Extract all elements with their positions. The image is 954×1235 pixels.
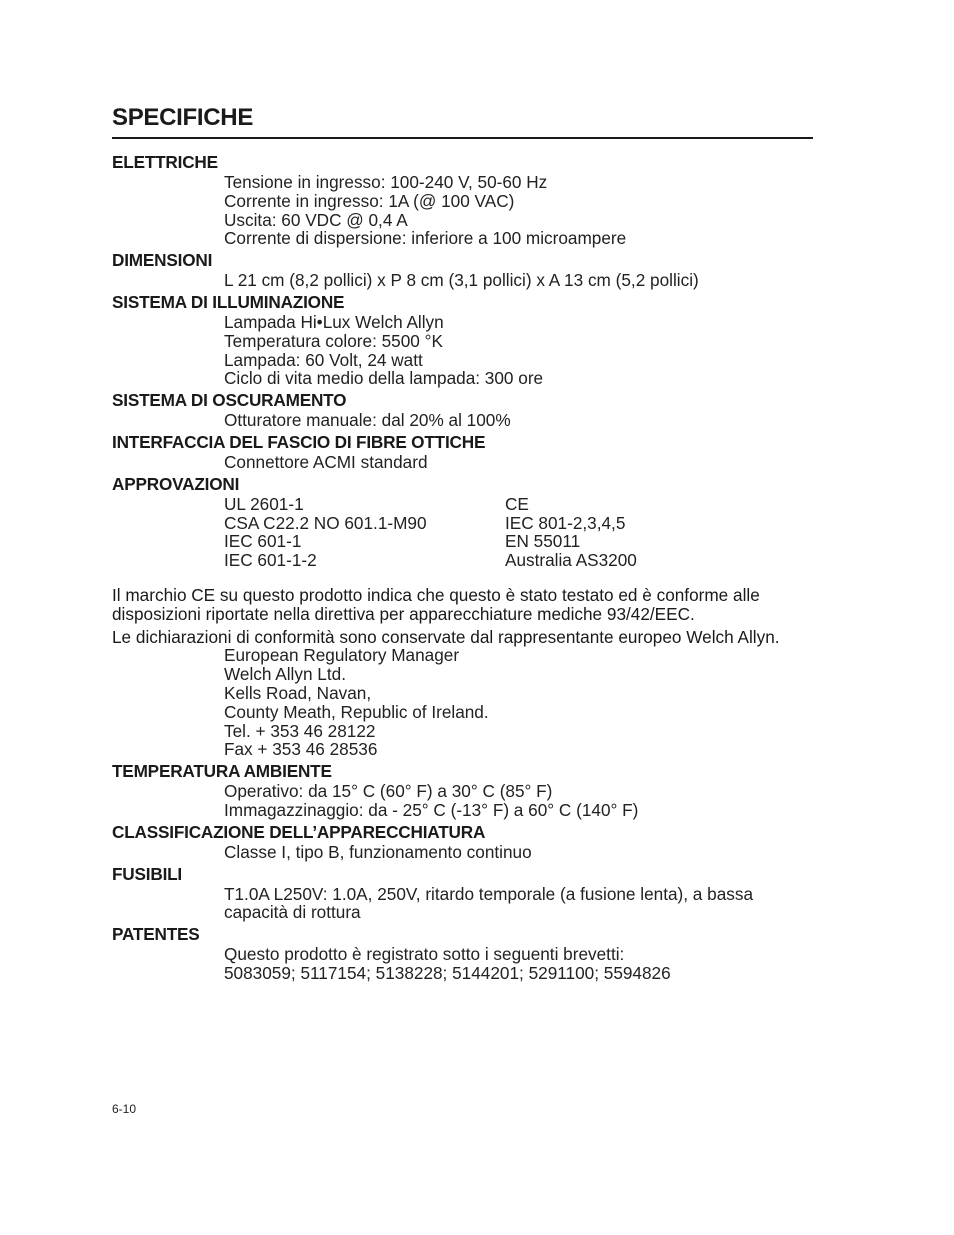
spec-line: Tensione in ingresso: 100-240 V, 50-60 Hz (224, 172, 548, 192)
approval-item: IEC 601-1 (224, 531, 302, 552)
approval-item: UL 2601-1 (224, 493, 304, 514)
title-divider (112, 137, 813, 139)
spec-line: Otturatore manuale: dal 20% al 100% (224, 410, 511, 431)
section-illuminazione (112, 292, 817, 388)
section-heading: TEMPERATURA AMBIENTE (112, 761, 332, 782)
spec-line: L 21 cm (8,2 pollici) x P 8 cm (3,1 pollici) x A 13 cm (5,2 pollici) (224, 270, 699, 291)
section-patentes (112, 924, 817, 983)
spec-line: Ciclo di vita medio della lampada: 300 ore (224, 368, 544, 389)
approvals-columns (112, 495, 817, 570)
spec-line: Uscita: 60 VDC @ 0,4 A (224, 209, 408, 230)
section-elettriche (112, 152, 817, 248)
section-heading: SISTEMA DI OSCURAMENTO (112, 390, 347, 411)
spec-line: Classe I, tipo B, funzionamento continuo (224, 841, 532, 862)
page-title: SPECIFICHE (112, 104, 254, 131)
conformity-paragraph: Le dichiarazioni di conformità sono conservate dal rappresentante europeo Welch Allyn. (112, 626, 780, 647)
section-heading: APPROVAZIONI (112, 473, 240, 494)
address-line: European Regulatory Manager (224, 645, 460, 666)
spec-line: Temperatura colore: 5500 °K (224, 330, 443, 351)
section-classificazione (112, 822, 817, 862)
section-approvazioni (112, 474, 817, 759)
section-heading: SISTEMA DI ILLUMINAZIONE (112, 291, 345, 312)
specifications-content (112, 152, 817, 985)
section-fusibili (112, 864, 817, 923)
section-heading: INTERFACCIA DEL FASCIO DI FIBRE OTTICHE (112, 431, 486, 452)
approvals-left-column (224, 495, 505, 570)
ce-mark-paragraph: Il marchio CE su questo prodotto indica che questo è stato testato ed è conforme alle disposizioni riportate nella direttiva per apparecchiature mediche 93/42/EEC. (112, 584, 760, 624)
section-heading: PATENTES (112, 924, 200, 945)
section-body (112, 411, 817, 430)
spec-line: Corrente di dispersione: inferiore a 100 microampere (224, 228, 627, 249)
section-heading: DIMENSIONI (112, 250, 213, 271)
spec-line: Lampada: 60 Volt, 24 watt (224, 349, 423, 370)
spec-line: Corrente in ingresso: 1A (@ 100 VAC) (224, 190, 515, 211)
address-line: Kells Road, Navan, (224, 682, 372, 703)
spec-line: Operativo: da 15° C (60° F) a 30° C (85° F) (224, 781, 553, 802)
section-body (112, 945, 817, 983)
spec-line: Questo prodotto è registrato sotto i seguenti brevetti: (224, 944, 625, 965)
section-interfaccia (112, 432, 817, 472)
section-body (112, 782, 817, 820)
section-dimensioni (112, 250, 817, 290)
section-body (112, 173, 817, 248)
address-block (112, 646, 817, 759)
spec-line: Lampada Hi•Lux Welch Allyn (224, 311, 444, 332)
address-line: Tel. + 353 46 28122 (224, 720, 376, 741)
spec-line: 5083059; 5117154; 5138228; 5144201; 5291100; 5594826 (224, 962, 671, 983)
approval-item: IEC 801-2,3,4,5 (505, 512, 626, 533)
approval-item: EN 55011 (505, 531, 581, 552)
approvals-right-column (505, 495, 805, 570)
section-heading: FUSIBILI (112, 863, 183, 884)
section-body (112, 271, 817, 290)
address-line: County Meath, Republic of Ireland. (224, 701, 489, 722)
section-oscuramento (112, 390, 817, 430)
approval-item: IEC 601-1-2 (224, 550, 317, 571)
section-heading: CLASSIFICAZIONE DELL’APPARECCHIATURA (112, 821, 486, 842)
spec-line: Connettore ACMI standard (224, 451, 428, 472)
fuse-text: T1.0A L250V: 1.0A, 250V, ritardo temporale (a fusione lenta), a bassa capacità di rottura (224, 883, 754, 923)
approval-item: Australia AS3200 (505, 550, 637, 571)
address-line: Welch Allyn Ltd. (224, 664, 346, 685)
section-temperatura (112, 761, 817, 820)
section-body (112, 453, 817, 472)
address-line: Fax + 353 46 28536 (224, 739, 378, 760)
section-body (112, 313, 817, 388)
section-body (112, 843, 817, 862)
section-heading: ELETTRICHE (112, 152, 218, 172)
page-number: 6-10 (112, 1102, 137, 1116)
approval-item: CSA C22.2 NO 601.1-M90 (224, 512, 427, 533)
spec-line: Immagazzinaggio: da - 25° C (-13° F) a 60° C (140° F) (224, 799, 639, 820)
approval-item: CE (505, 493, 529, 514)
